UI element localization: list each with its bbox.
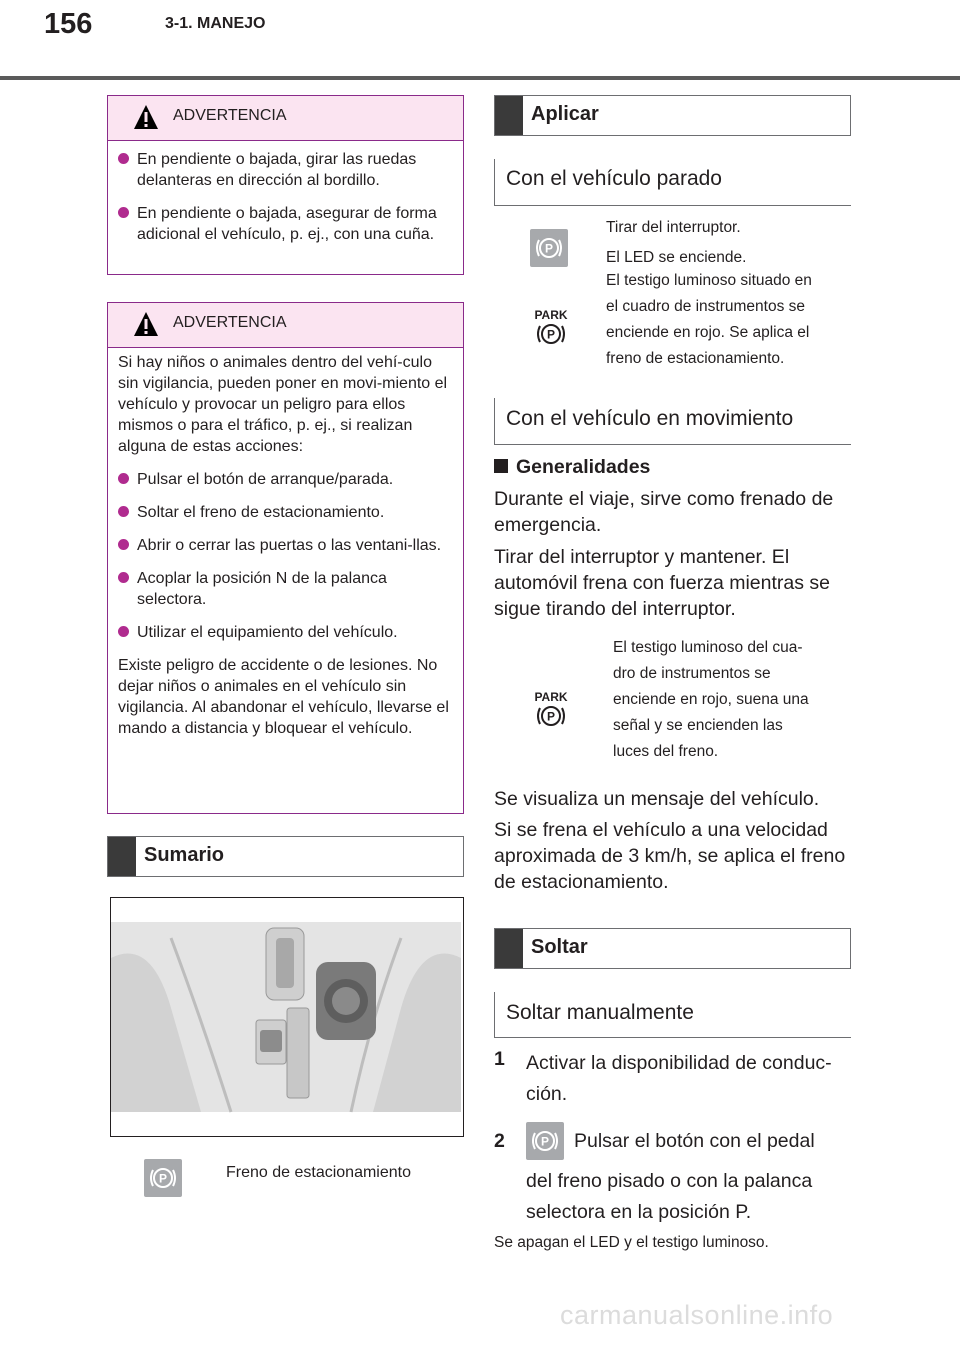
park-warning-light-icon — [531, 688, 571, 730]
warning-triangle-icon — [133, 104, 159, 130]
warning-triangle-icon — [133, 311, 159, 337]
park-description-1: El testigo luminoso situado en el cuadro de instrumentos se enciende en rojo. Se aplica el freno de estacionamiento. — [606, 272, 812, 367]
warning-header — [108, 96, 463, 141]
warning-item: Pulsar el botón de arranque/parada. — [118, 469, 453, 490]
svg-text:P: P — [546, 327, 556, 342]
section-title: Sumario — [144, 844, 225, 866]
warning-intro: Si hay niños o animales dentro del vehí-culo sin vigilancia, pueden poner en movi-miento el vehículo y provocar un peligro para ellos mismos o para el tráfico, p. ej., si realizan alguna de estas acciones: — [118, 354, 448, 455]
parking-brake-icon — [148, 1163, 178, 1193]
general-paragraph-2: Tirar del interruptor y mantener. El automóvil frena con fuerza mientras se sigue tirando del interruptor. — [494, 546, 830, 620]
subsection-manual: Soltar manualmente — [494, 992, 851, 1038]
watermark: carmanualsonline.info — [560, 1300, 834, 1330]
subsection-movimiento: Con el vehículo en movimiento — [494, 398, 851, 445]
park-indicator-1 — [531, 306, 571, 348]
step-number-2: 2 — [494, 1130, 505, 1152]
chapter-title: 3-1. MANEJO — [165, 15, 266, 32]
step-led-on: El LED se enciende. — [606, 249, 747, 266]
warning-item: En pendiente o bajada, asegurar de forma adicional el vehículo, p. ej., con una cuña. — [118, 203, 453, 245]
section-title: Aplicar — [531, 103, 599, 125]
speed-paragraph: Si se frena el vehículo a una velocidad aproximada de 3 km/h, se aplica el freno de estacionamiento. — [494, 819, 846, 893]
warning-title: ADVERTENCIA — [173, 314, 287, 331]
warning-item: Utilizar el equipamiento del vehículo. — [118, 622, 453, 643]
warning-outro: Existe peligro de accidente o de lesiones. No dejar niños o animales en el vehículo sin vigilancia. Al abandonar el vehículo, llevarse el mando a distancia y bloquear el vehículo. — [118, 657, 449, 737]
warning-item: En pendiente o bajada, girar las ruedas delanteras en dirección al bordillo. — [118, 149, 453, 191]
parking-brake-icon-aplicar — [530, 229, 568, 267]
section-aplicar — [494, 95, 851, 136]
parking-brake-icon — [534, 233, 564, 263]
svg-text:P: P — [544, 241, 554, 256]
step-1-text: Activar la disponibilidad de conduc- ción. — [526, 1052, 832, 1105]
warning-box-2 — [107, 302, 464, 814]
park-label: PARK — [534, 690, 568, 704]
header-rule — [0, 76, 960, 80]
square-bullet-icon — [494, 459, 508, 473]
svg-text:P: P — [546, 709, 556, 724]
warning-title: ADVERTENCIA — [173, 107, 287, 124]
warning-box-1 — [107, 95, 464, 275]
park-description-2: El testigo luminoso del cua- dro de instrumentos se enciende en rojo, suena una señal y se encienden las luces del freno. — [613, 639, 809, 760]
warning-item: Abrir o cerrar las puertas o las ventani-llas. — [118, 535, 453, 556]
parking-brake-icon-soltar — [526, 1122, 564, 1160]
console-illustration — [110, 897, 464, 1137]
warning-item: Soltar el freno de estacionamiento. — [118, 502, 453, 523]
generalidades-heading: Generalidades — [494, 456, 650, 479]
sumario-caption: Freno de estacionamiento — [226, 1164, 411, 1181]
vehicle-message-paragraph: Se visualiza un mensaje del vehículo. — [494, 788, 820, 810]
svg-text:P: P — [158, 1171, 168, 1186]
center-console-image — [111, 898, 461, 1134]
warning-item: Acoplar la posición N de la palanca selectora. — [118, 568, 453, 610]
park-indicator-2 — [531, 688, 571, 730]
release-note: Se apagan el LED y el testigo luminoso. — [494, 1234, 769, 1251]
parking-brake-icon — [530, 1126, 560, 1156]
page-number: 156 — [44, 8, 93, 40]
svg-text:P: P — [540, 1134, 550, 1149]
section-sumario — [107, 836, 464, 877]
park-warning-light-icon — [531, 306, 571, 348]
subsection-parado: Con el vehículo parado — [494, 159, 851, 206]
step-pull-switch: Tirar del interruptor. — [606, 219, 741, 236]
warning-header — [108, 303, 463, 348]
section-title: Soltar — [531, 936, 588, 958]
parking-brake-icon-sumario — [144, 1159, 182, 1197]
section-soltar — [494, 928, 851, 969]
step-2-line-1: Pulsar el botón con el pedal — [574, 1130, 815, 1152]
park-label: PARK — [534, 308, 568, 322]
general-paragraph-1: Durante el viaje, sirve como frenado de emergencia. — [494, 488, 834, 536]
step-number-1: 1 — [494, 1048, 505, 1070]
step-2-text: del freno pisado o con la palanca selectora en la posición P. — [526, 1170, 813, 1223]
